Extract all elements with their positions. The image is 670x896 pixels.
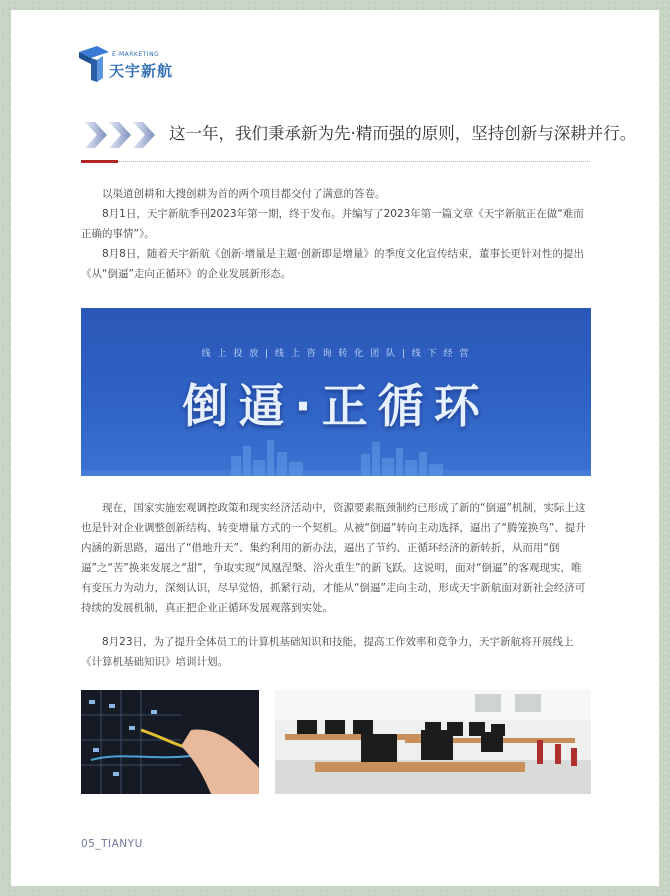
dotted-divider [118, 161, 590, 162]
computer-lab-illustration [275, 690, 591, 794]
paragraph-1: 以渠道创耕和大搜创耕为首的两个项目都交付了满意的答卷。 [102, 188, 386, 200]
paragraph-4: 现在，国家实施宏观调控政策和现实经济活动中，资源要素瓶颈制约已形成了新的“倒逼”机制，实际上这也是针对企业调整创新结构、转变增量方式的一个契机。从被“倒逼”转向主动选择，逼出了“腾笼换鸟”、提升内涵的新思路，逼出了“借地升天”、集约利用的新办法，逼出了节约、正循环经济的新转折，从而用“倒逼”之“苦”换来发展之“甜”，争取实现“凤凰涅槃、浴火重生”的新飞跃。这说明，面对“倒逼”的客观现实，唯有变压力为动力，深刻认识，尽早觉悟，抓紧行动，才能从“倒逼”走向主动，形成天宇新航面对新社会经济可持续的发展机制，真正把企业正循环发展观落到实处。 [81, 502, 586, 614]
photo-computer-lab [275, 690, 591, 794]
paragraph-3: 8月8日，随着天宇新航《创新·增量是主题·创新即是增量》的季度文化宣传结束，董事长更针对性的提出《从“倒逼”走向正循环》的企业发展新形态。 [81, 248, 585, 280]
photo-network-cables [81, 690, 259, 794]
page-number-footer: 05_TIANYU [81, 838, 143, 850]
logo-chinese-text: 天宇新航 [109, 62, 174, 80]
chevron-arrows-icon [85, 122, 165, 148]
city-skyline-graphic [81, 416, 591, 476]
banner-title: 倒逼·正循环 [182, 379, 490, 433]
magazine-page [11, 10, 659, 886]
banner-image [81, 308, 591, 476]
brand-logo [77, 44, 187, 92]
logo-english-text: E-MARKETING [112, 51, 160, 58]
logo-mark-icon [77, 44, 111, 84]
paragraph-2: 8月1日，天宇新航季刊2023年第一期，终于发布。并编写了2023年第一篇文章《天宇新航正在做“难而正确的事情”》。 [81, 208, 584, 240]
network-cabling-illustration [81, 690, 259, 794]
red-accent-rule [81, 160, 118, 163]
banner-subtitle: 线 上 投 放 | 线 上 咨 询 转 化 团 队 | 线 下 经 营 [201, 349, 471, 359]
page-headline: 这一年，我们秉承新为先·精而强的原则，坚持创新与深耕并行。 [169, 124, 637, 143]
paragraph-5: 8月23日，为了提升全体员工的计算机基础知识和技能，提高工作效率和竞争力，天宇新航将开展线上《计算机基础知识》培训计划。 [81, 636, 574, 668]
